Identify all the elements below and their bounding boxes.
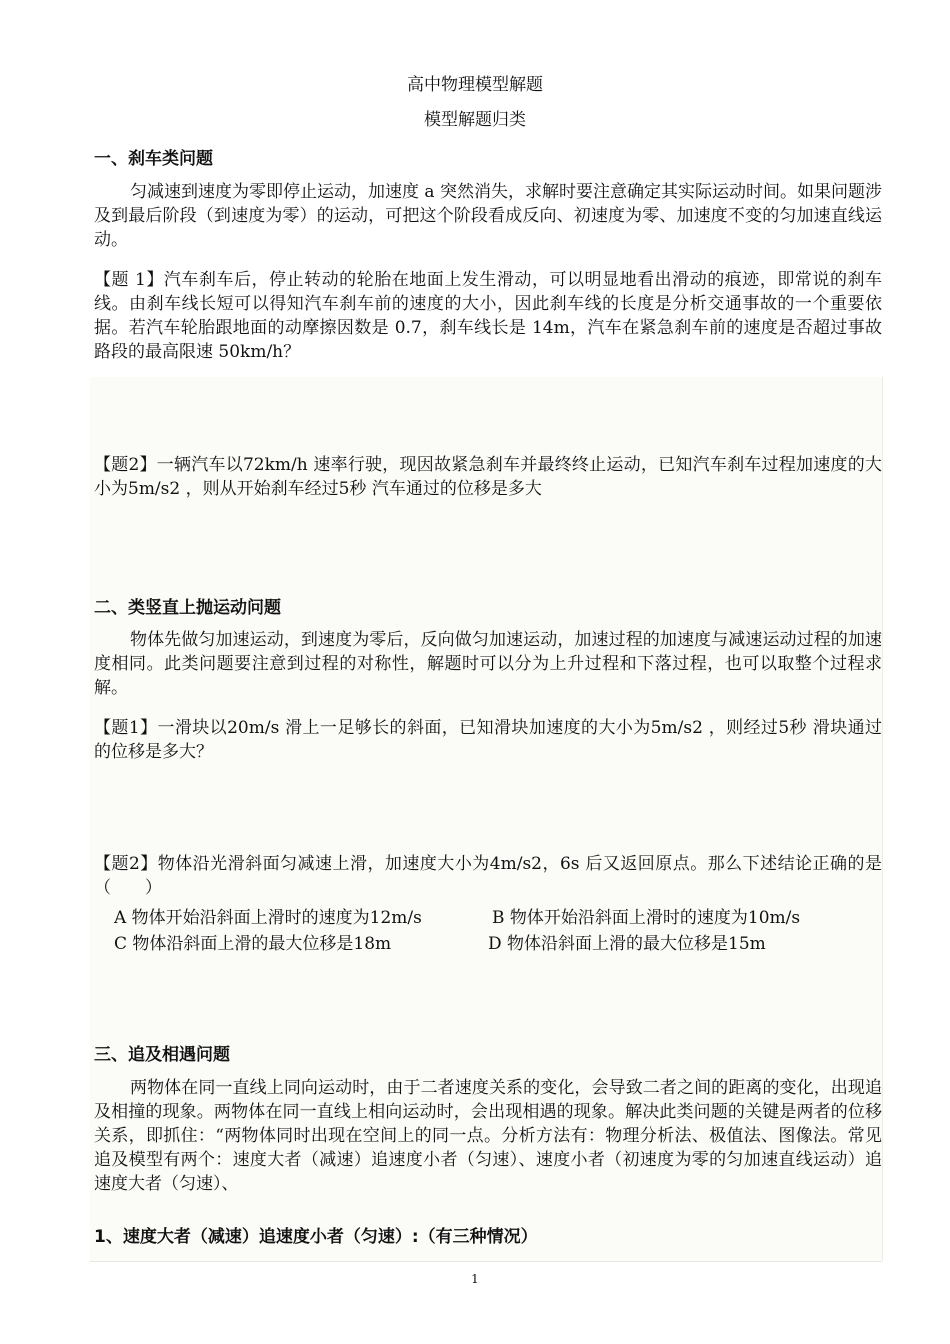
option-c: C 物体沿斜面上滑的最大位移是18m [114,934,392,954]
section-2-intro: 物体先做匀加速运动，到速度为零后，反向做匀加速运动，加速过程的加速度与减速运动过程的加速度相同。此类问题要注意到过程的对称性，解题时可以分为上升过程和下落过程，也可以取整个过程求解。 [94,630,882,698]
section-2-heading: 二、类竖直上抛运动问题 [94,598,281,618]
option-b: B 物体开始沿斜面上滑时的速度为10m/s [492,908,801,928]
page-number: 1 [471,1272,479,1286]
section-1-intro: 匀减速到速度为零即停止运动，加速度 a 突然消失，求解时要注意确定其实际运动时间。如果问题涉及到最后阶段（到速度为零）的运动，可把这个阶段看成反向、初速度为零、加速度不变的匀加速直线运动。 [94,182,882,250]
section-1-heading: 一、刹车类问题 [94,149,213,169]
option-a: A 物体开始沿斜面上滑时的速度为12m/s [114,908,422,928]
section-2-question-1: 【题1】一滑块以20m/s 滑上一足够长的斜面，已知滑块加速度的大小为5m/s2 ，则经过5秒 滑块通过的位移是多大？ [94,718,882,762]
section-1-question-2: 【题2】一辆汽车以72km/h 速率行驶，现因故紧急刹车并最终终止运动，已知汽车刹车过程加速度的大小为5m/s2 ，则从开始刹车经过5秒 汽车通过的位移是多大 [94,455,882,499]
document-subtitle: 模型解题归类 [424,110,526,130]
document-title: 高中物理模型解题 [407,75,543,95]
section-1-question-1: 【题 1】汽车刹车后，停止转动的轮胎在地面上发生滑动，可以明显地看出滑动的痕迹，即常说的刹车线。由刹车线长短可以得知汽车刹车前的速度的大小，因此刹车线的长度是分析交通事故的一个重要依据。若汽车轮胎跟地面的动摩擦因数是 0.7，刹车线长是 14m，汽车在紧急刹车前的速度是否超过事故路段的最高限速 50km/h？ [94,270,882,362]
section-3-heading: 三、追及相遇问题 [94,1045,230,1065]
footer-rule [90,1261,882,1262]
section-2-question-2: 【题2】物体沿光滑斜面匀减速上滑，加速度大小为4m/s2，6s 后又返回原点。那么下述结论正确的是（ ） [94,854,882,898]
section-3-subheading-1: 1、速度大者（减速）追速度小者（匀速）:（有三种情况） [94,1227,538,1247]
section-3-intro: 两物体在同一直线上同向运动时，由于二者速度关系的变化，会导致二者之间的距离的变化，出现追及相撞的现象。两物体在同一直线上相向运动时，会出现相遇的现象。解决此类问题的关键是两者的位移关系，即抓住：“两物体同时出现在空间上的同一点。分析方法有：物理分析法、极值法、图像法。常见追及模型有两个：速度大者（减速）追速度小者（匀速）、速度小者（初速度为零的匀加速直线运动）追速度大者（匀速）、 [94,1078,882,1194]
option-d: D 物体沿斜面上滑的最大位移是15m [488,934,766,954]
